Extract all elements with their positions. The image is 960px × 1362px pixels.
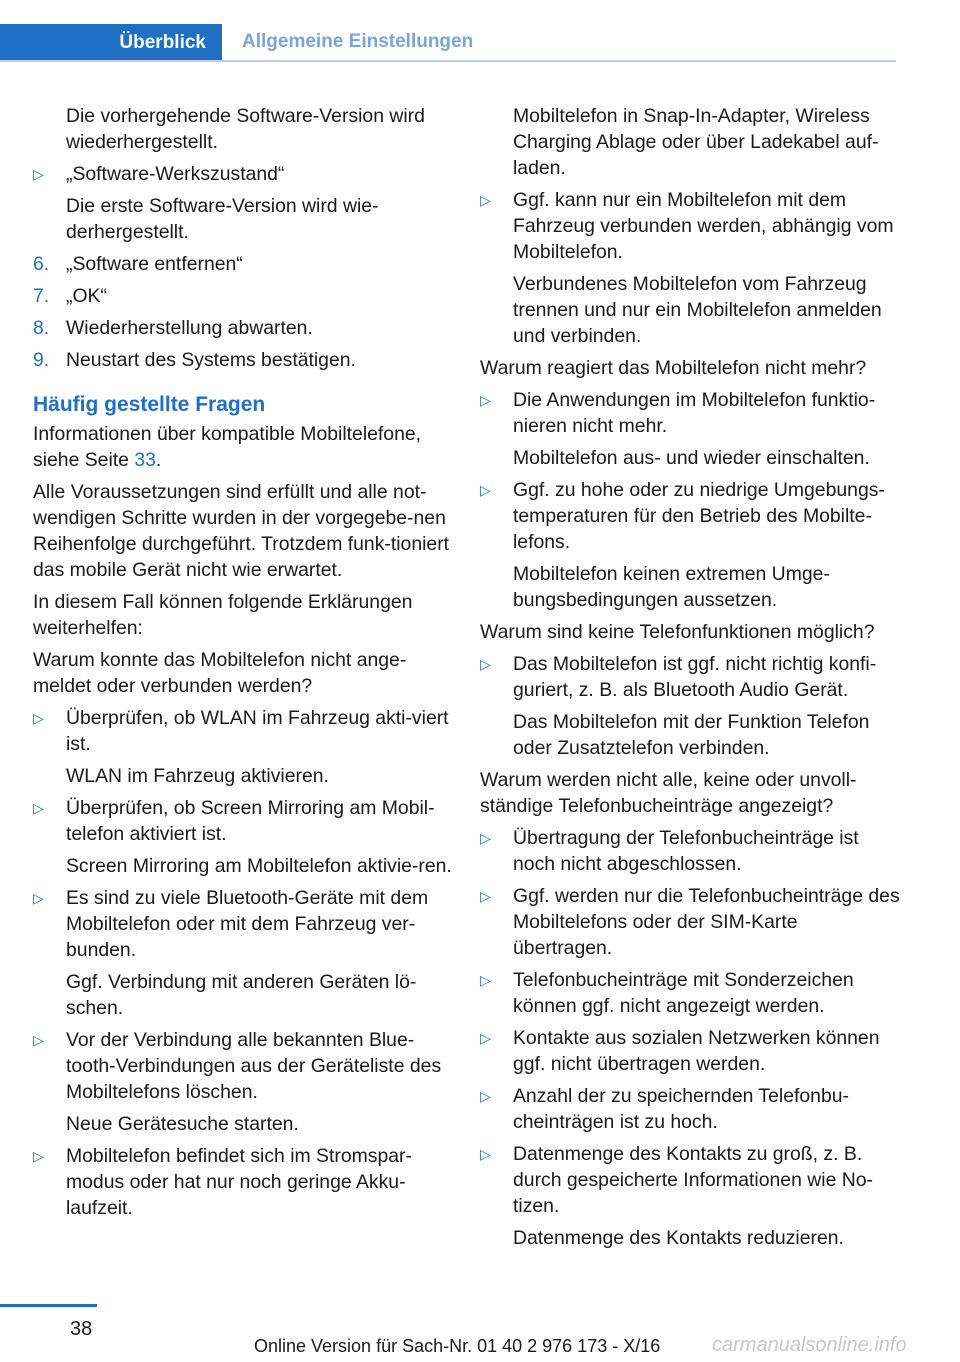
list-item-subtext: Das Mobiltelefon mit der Funktion Telefon oder Zusatztelefon verbinden. bbox=[513, 711, 870, 759]
triangle-bullet-icon: ▷ bbox=[33, 710, 44, 726]
header-divider bbox=[0, 60, 896, 62]
triangle-bullet-icon: ▷ bbox=[33, 1148, 44, 1164]
list-item-text: „Software-Werkszustand“ bbox=[66, 163, 285, 185]
list-item bbox=[33, 885, 453, 1021]
triangle-bullet-icon: ▷ bbox=[480, 1088, 491, 1104]
step-number: 6. bbox=[33, 253, 50, 275]
list-item bbox=[480, 1083, 900, 1135]
list-item bbox=[480, 187, 900, 349]
list-item-text: Vor der Verbindung alle bekannten Blue-tooth-Verbindungen aus der Geräteliste des Mobiltelefons löschen. bbox=[66, 1029, 442, 1103]
list-item-subtext: Screen Mirroring am Mobiltelefon aktivie-ren. bbox=[66, 855, 452, 877]
step-text: „OK“ bbox=[66, 285, 107, 307]
triangle-bullet-icon: ▷ bbox=[33, 1032, 44, 1048]
list-item-text: Die Anwendungen im Mobiltelefon funktio-nieren nicht mehr. bbox=[513, 389, 876, 437]
paragraph-text: . bbox=[155, 449, 162, 471]
step-number: 7. bbox=[33, 285, 50, 307]
list-item-text: Telefonbucheinträge mit Sonderzeichen können ggf. nicht angezeigt werden. bbox=[513, 969, 854, 1017]
list-item-text: Mobiltelefon befindet sich im Stromspar-modus oder hat nur noch geringe Akku-laufzeit. bbox=[66, 1145, 412, 1219]
paragraph: Alle Voraussetzungen sind erfüllt und alle not-wendigen Schritte wurden in der vorgegebe-nen Reihenfolge durchgeführt. Trotzdem funk-tioniert das mobile Gerät nicht wie erwartet. bbox=[33, 481, 450, 581]
list-item-text: Anzahl der zu speichernden Telefonbu-cheinträgen ist zu hoch. bbox=[513, 1085, 849, 1133]
list-item bbox=[480, 1025, 900, 1077]
paragraph bbox=[33, 421, 453, 473]
footer-text: Online Version für Sach-Nr. 01 40 2 976 173 - X/16 bbox=[254, 1336, 661, 1356]
right-column bbox=[480, 103, 900, 1257]
list-item-subtext: WLAN im Fahrzeug aktivieren. bbox=[66, 765, 329, 787]
watermark: carmanualsonline.info bbox=[712, 1334, 907, 1356]
paragraph: In diesem Fall können folgende Erklärungen weiterhelfen: bbox=[33, 591, 413, 639]
list-item-text: Überprüfen, ob Screen Mirroring am Mobil-telefon aktiviert ist. bbox=[66, 797, 435, 845]
list-item bbox=[480, 387, 900, 471]
left-column bbox=[33, 103, 453, 1227]
list-item bbox=[480, 651, 900, 761]
paragraph-text: Informationen über kompatible Mobiltelefone, siehe Seite bbox=[33, 423, 422, 471]
page-link[interactable]: 33 bbox=[134, 449, 156, 471]
question: Warum konnte das Mobiltelefon nicht ange-meldet oder verbunden werden? bbox=[33, 649, 407, 697]
question: Warum werden nicht alle, keine oder unvoll-ständige Telefonbucheinträge angezeigt? bbox=[480, 769, 857, 817]
list-item-subtext: Ggf. Verbindung mit anderen Geräten lö-schen. bbox=[66, 971, 417, 1019]
step-item bbox=[33, 315, 453, 341]
triangle-bullet-icon: ▷ bbox=[480, 482, 491, 498]
page-number: 38 bbox=[70, 1318, 93, 1340]
step-item bbox=[33, 283, 453, 309]
triangle-bullet-icon: ▷ bbox=[480, 972, 491, 988]
list-item bbox=[33, 1143, 453, 1221]
list-item-subtext: Datenmenge des Kontakts reduzieren. bbox=[513, 1227, 844, 1249]
page-header bbox=[0, 24, 896, 62]
triangle-bullet-icon: ▷ bbox=[480, 888, 491, 904]
list-item-text: Das Mobiltelefon ist ggf. nicht richtig konfi-guriert, z. B. als Bluetooth Audio Gerät. bbox=[513, 653, 877, 701]
section-heading: Häufig gestellte Fragen bbox=[33, 393, 266, 416]
list-item bbox=[480, 477, 900, 613]
tab-allgemeine-einstellungen[interactable]: Allgemeine Einstellungen bbox=[222, 24, 896, 62]
triangle-bullet-icon: ▷ bbox=[33, 166, 44, 182]
list-item-text: Ggf. werden nur die Telefonbucheinträge des Mobiltelefons oder der SIM-Karte übertragen. bbox=[513, 885, 900, 959]
step-text: Wiederherstellung abwarten. bbox=[66, 317, 313, 339]
footer-divider bbox=[0, 1304, 97, 1307]
triangle-bullet-icon: ▷ bbox=[480, 656, 491, 672]
list-item bbox=[33, 795, 453, 879]
list-item-text: Überprüfen, ob WLAN im Fahrzeug akti-viert ist. bbox=[66, 707, 449, 755]
list-item-subtext: Neue Gerätesuche starten. bbox=[66, 1113, 299, 1135]
list-item-subtext: Mobiltelefon aus- und wieder einschalten. bbox=[513, 447, 870, 469]
list-item bbox=[480, 883, 900, 961]
tab-ueberblick[interactable]: Überblick bbox=[0, 24, 222, 62]
step-number: 8. bbox=[33, 317, 50, 339]
list-item bbox=[33, 161, 453, 245]
question: Warum sind keine Telefonfunktionen möglich? bbox=[480, 621, 875, 643]
list-item bbox=[480, 967, 900, 1019]
list-item-text: Es sind zu viele Bluetooth-Geräte mit dem Mobiltelefon oder mit dem Fahrzeug ver-bunden. bbox=[66, 887, 429, 961]
paragraph: Mobiltelefon in Snap-In-Adapter, Wireless Charging Ablage oder über Ladekabel auf-laden. bbox=[513, 105, 879, 179]
triangle-bullet-icon: ▷ bbox=[480, 392, 491, 408]
list-item-subtext: Mobiltelefon keinen extremen Umge-bungsbedingungen aussetzen. bbox=[513, 563, 830, 611]
list-item-text: Ggf. zu hohe oder zu niedrige Umgebungs-temperaturen für den Betrieb des Mobilte-lefons. bbox=[513, 479, 885, 553]
step-item bbox=[33, 347, 453, 373]
triangle-bullet-icon: ▷ bbox=[33, 800, 44, 816]
step-item bbox=[33, 251, 453, 277]
list-item bbox=[480, 825, 900, 877]
list-item bbox=[33, 705, 453, 789]
list-item-text: Übertragung der Telefonbucheinträge ist noch nicht abgeschlossen. bbox=[513, 827, 859, 875]
list-item bbox=[480, 1141, 900, 1251]
list-item-subtext: Verbundenes Mobiltelefon vom Fahrzeug trennen und nur ein Mobiltelefon anmelden und verbinden. bbox=[513, 273, 882, 347]
triangle-bullet-icon: ▷ bbox=[480, 192, 491, 208]
triangle-bullet-icon: ▷ bbox=[33, 890, 44, 906]
list-item-text: Datenmenge des Kontakts zu groß, z. B. durch gespeicherte Informationen wie No-tizen. bbox=[513, 1143, 873, 1217]
list-item bbox=[33, 1027, 453, 1137]
triangle-bullet-icon: ▷ bbox=[480, 1030, 491, 1046]
step-number: 9. bbox=[33, 349, 50, 371]
list-item-text: Kontakte aus sozialen Netzwerken können ggf. nicht übertragen werden. bbox=[513, 1027, 880, 1075]
question: Warum reagiert das Mobiltelefon nicht mehr? bbox=[480, 357, 867, 379]
step-text: Neustart des Systems bestätigen. bbox=[66, 349, 356, 371]
list-item-subtext: Die erste Software-Version wird wie-derhergestellt. bbox=[66, 195, 379, 243]
triangle-bullet-icon: ▷ bbox=[480, 1146, 491, 1162]
step-text: „Software entfernen“ bbox=[66, 253, 243, 275]
triangle-bullet-icon: ▷ bbox=[480, 830, 491, 846]
list-item-text: Ggf. kann nur ein Mobiltelefon mit dem Fahrzeug verbunden werden, abhängig vom Mobiltelefon. bbox=[513, 189, 894, 263]
paragraph: Die vorhergehende Software-Version wird wiederhergestellt. bbox=[66, 105, 425, 153]
